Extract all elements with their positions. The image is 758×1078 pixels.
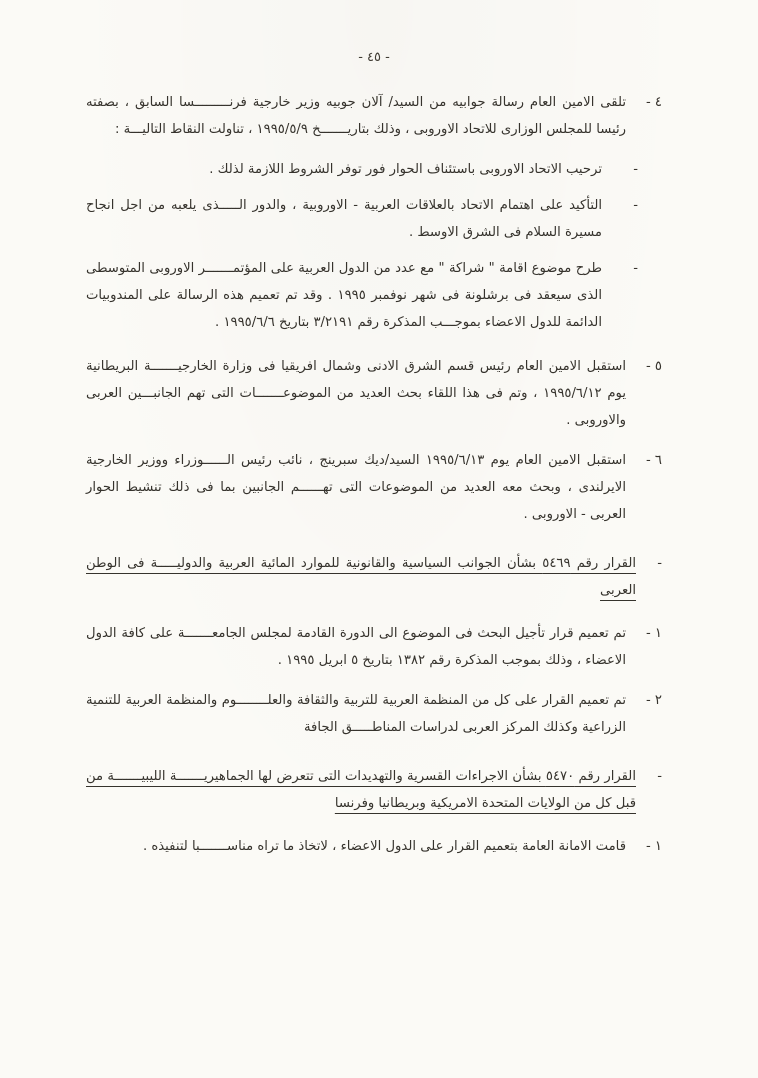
- point-text: ترحيب الاتحاد الاوروبى باستئناف الحوار فور توفر الشروط اللازمة لذلك .: [209, 162, 602, 178]
- numbered-paragraph-5: [86, 353, 662, 434]
- numbered-paragraph-6: [86, 447, 662, 528]
- resolution-items: [86, 833, 662, 860]
- resolution-heading-text: القرار رقم ٥٤٧٠ بشأن الاجراءات القسرية والتهديدات التى تتعرض لها الجماهيريـــــــة الليبيـــــــة من قبل كل من الولايات المتحدة الامريكية وبريطانيا وفرنسا: [86, 769, 636, 812]
- resolution-5469: [86, 550, 662, 741]
- point-marker: -: [633, 162, 638, 178]
- point-item: [86, 255, 638, 336]
- paragraph-4-marker: ٤ -: [645, 95, 662, 110]
- paragraph-5-text: استقبل الامين العام رئيس قسم الشرق الادنى وشمال افريقيا فى وزارة الخارجيـــــــة البريطانية يوم ١٩٩٥/٦/١٢ ، وتم فى هذا اللقاء بحث العديد من الموضوعـــــــات التى تهم الجانبـــين العربى والاوروبى .: [86, 358, 626, 428]
- resolution-item-text: قامت الامانة العامة بتعميم القرار على الدول الاعضاء ، لاتخاذ ما تراه مناســـــــبا لتنفيذه .: [142, 839, 626, 855]
- resolution-heading: [86, 550, 662, 604]
- heading-marker: -: [657, 555, 662, 571]
- point-item: [86, 192, 638, 246]
- page-header: [86, 46, 662, 65]
- resolution-item-marker: ١ -: [645, 626, 662, 641]
- point-text: التأكيد على اهتمام الاتحاد بالعلاقات العربية - الاوروبية ، والدور الـــــذى يلعبه من اجل انجاح مسيرة السلام فى الشرق الاوسط .: [86, 198, 602, 241]
- resolution-item: [86, 620, 662, 674]
- point-marker: -: [633, 261, 638, 277]
- paragraph-5-marker: ٥ -: [645, 358, 662, 374]
- resolution-item: [86, 687, 662, 741]
- paragraph-4-points: [86, 156, 662, 336]
- resolution-items: [86, 620, 662, 741]
- paragraph-4-text: تلقى الامين العام رسالة جوابيه من السيد/ آلان جوبيه وزير خارجية فرنـــــــــسا السابق ، بصفته رئيسا للمجلس الوزارى للاتحاد الاوروبى ، وذلك بتاريـــــــخ ١٩٩٥/٥/٩ ، تناولت النقاط التاليـــة :: [86, 95, 626, 138]
- resolution-heading: [86, 763, 662, 817]
- numbered-paragraph-4: [86, 89, 662, 143]
- resolution-item: [86, 833, 662, 860]
- paragraph-6-text: استقبل الامين العام يوم ١٩٩٥/٦/١٣ السيد/ديك سبرينج ، نائب رئيس الــــــوزراء ووزير الخارجية الايرلندى ، وبحث معه العديد من الموضوعات التى تهــــــم الجانبين بما فى ذلك تنشيط الحوار العربى - الاوروبى .: [86, 452, 626, 522]
- resolution-item-marker: ١ -: [645, 839, 662, 855]
- resolution-item-text: تم تعميم القرار على كل من المنظمة العربية للتربية والثقافة والعلــــــــوم والمنظمة العربية للتنمية الزراعية وكذلك المركز العربى لدراسات المناطـــــق الجافة: [86, 693, 626, 736]
- point-text: طرح موضوع اقامة " شراكة " مع عدد من الدول العربية على المؤتمـــــــر الاوروبى المتوسطى الذى سيعقد فى برشلونة فى شهر نوفمبر ١٩٩٥ . وقد تم تعميم هذه الرسالة على المندوبيات الدائمة للدول الاعضاء بموجـــب المذكرة رقم ٣/٢١٩١ بتاريخ ١٩٩٥/٦/٦ .: [86, 261, 602, 331]
- resolution-heading-text: القرار رقم ٥٤٦٩ بشأن الجوانب السياسية والقانونية للموارد المائية العربية والدوليـــــة فى الوطن العربى: [86, 555, 636, 598]
- resolution-5470: [86, 763, 662, 860]
- point-item: [86, 156, 638, 183]
- heading-marker: -: [657, 769, 662, 785]
- point-marker: -: [633, 198, 638, 214]
- document-body: [86, 89, 662, 860]
- resolution-item-marker: ٢ -: [645, 693, 662, 709]
- resolution-item-text: تم تعميم قرار تأجيل البحث فى الموضوع الى الدورة القادمة لمجلس الجامعـــــــة على كافة الدول الاعضاء ، وذلك بموجب المذكرة رقم ١٣٨٢ بتاريخ ٥ ابريل ١٩٩٥ .: [86, 626, 626, 669]
- page-number: - ٤٥ -: [358, 50, 390, 65]
- paragraph-6-marker: ٦ -: [645, 452, 662, 468]
